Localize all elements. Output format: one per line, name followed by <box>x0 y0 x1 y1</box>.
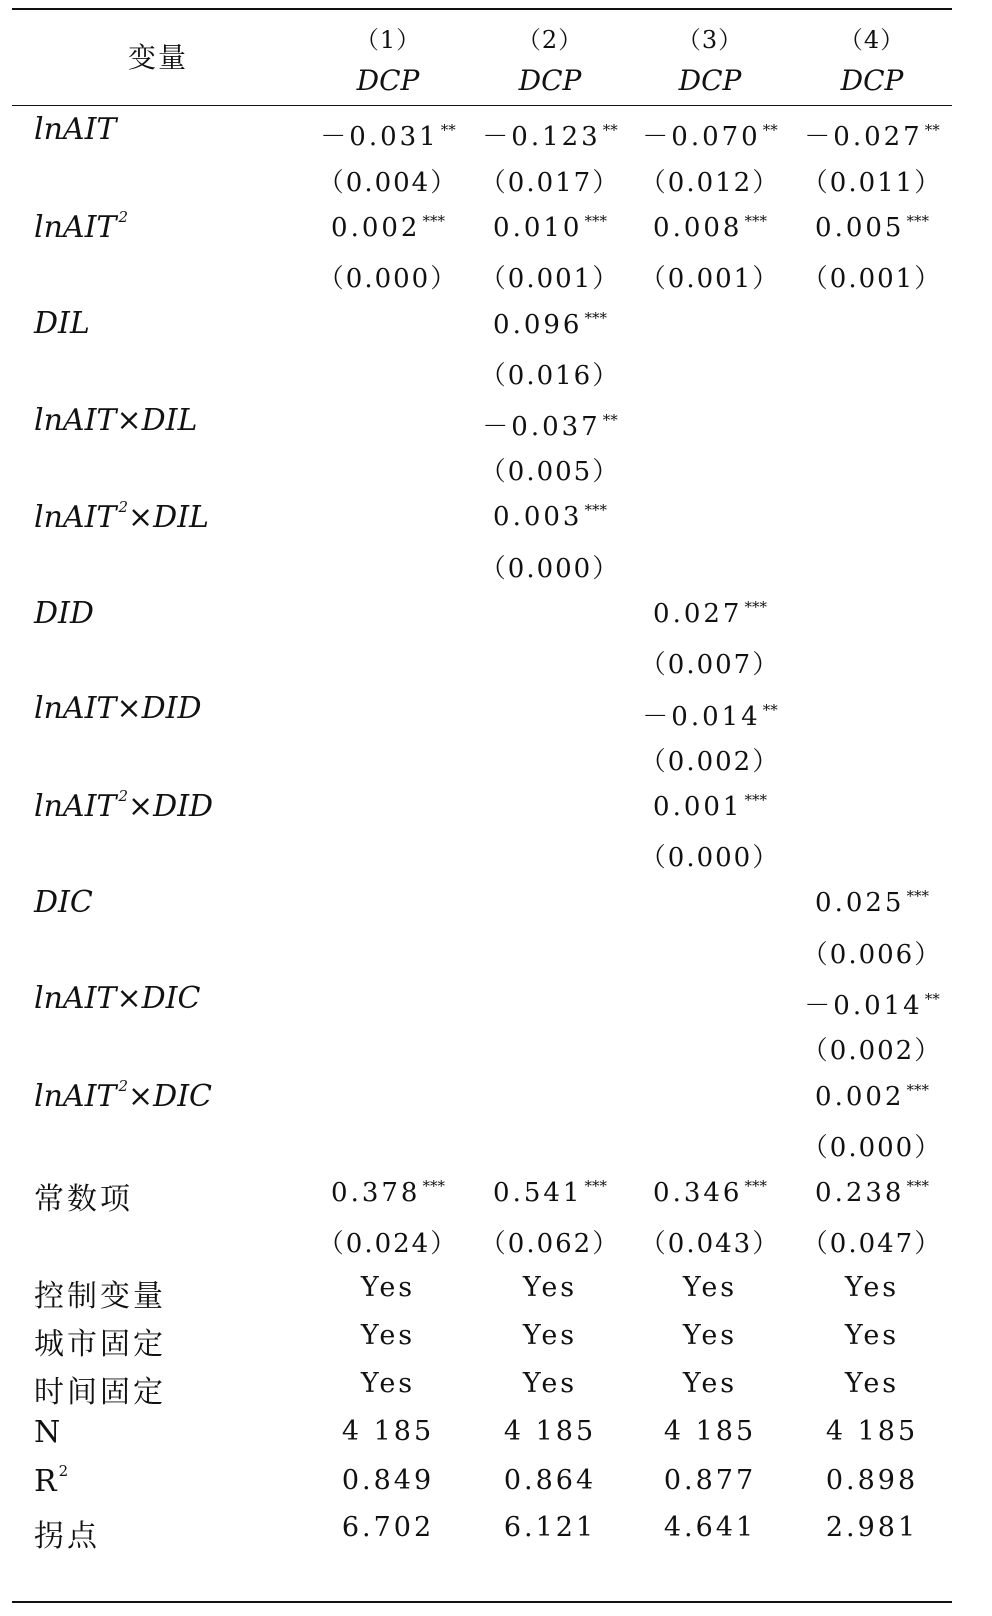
table-cell: Yes <box>682 1368 738 1399</box>
regression-table <box>12 8 952 1608</box>
standard-error: （0.062） <box>479 1229 621 1259</box>
bottom-rule <box>12 1601 952 1603</box>
column-number: （4） <box>838 26 906 54</box>
row-label-r-squared: R $^2$ <box>34 1462 69 1499</box>
table-cell: Yes <box>844 1272 900 1303</box>
dependent-variable: DCP <box>840 64 904 97</box>
standard-error: （0.000） <box>639 843 781 873</box>
coefficient: 0.002 *** <box>815 1081 929 1112</box>
dependent-variable: DCP <box>356 64 420 97</box>
table-cell: 6.702 <box>341 1512 435 1543</box>
standard-error: （0.002） <box>801 1036 943 1066</box>
standard-error: （0.006） <box>801 940 943 970</box>
coefficient: 0.238 *** <box>815 1177 929 1208</box>
standard-error: （0.012） <box>639 168 781 198</box>
table-cell: 4 185 <box>341 1416 435 1447</box>
table-cell: 4.641 <box>663 1512 757 1543</box>
coefficient: 0.008 *** <box>653 212 767 243</box>
row-label-lnait-squared: lnAIT $^2$ <box>34 208 128 245</box>
coefficient: －0.037 ** <box>482 411 618 442</box>
standard-error: （0.017） <box>479 168 621 198</box>
table-cell: Yes <box>682 1320 738 1351</box>
dependent-variable: DCP <box>678 64 742 97</box>
row-label-dil: DIL <box>34 306 90 341</box>
row-label-lnait-x-dil: lnAIT×DIL <box>34 403 198 438</box>
row-label-did: DID <box>34 596 94 631</box>
row-label-n: N <box>34 1415 61 1450</box>
standard-error: （0.001） <box>479 264 621 294</box>
coefficient: 0.025 *** <box>815 887 929 918</box>
coefficient: －0.014 ** <box>642 701 778 732</box>
table-cell: 2.981 <box>825 1512 919 1543</box>
table-cell: 4 185 <box>663 1416 757 1447</box>
standard-error: （0.000） <box>479 554 621 584</box>
row-label-lnait-x-dic: lnAIT×DIC <box>34 981 201 1016</box>
coefficient: 0.541 *** <box>493 1177 607 1208</box>
row-label-time-fixed: 时间固定 <box>34 1375 166 1410</box>
coefficient: －0.027 ** <box>804 121 940 152</box>
row-label-constant: 常数项 <box>34 1182 133 1217</box>
table-cell: 4 185 <box>825 1416 919 1447</box>
coefficient: 0.096 *** <box>493 309 607 340</box>
table-cell: Yes <box>360 1272 416 1303</box>
coefficient: －0.070 ** <box>642 121 778 152</box>
coefficient: 0.005 *** <box>815 212 929 243</box>
standard-error: （0.000） <box>801 1133 943 1163</box>
row-label-lnait: lnAIT <box>34 112 117 147</box>
coefficient: 0.010 *** <box>493 212 607 243</box>
row-label-turning-point: 拐点 <box>34 1519 100 1554</box>
row-label-lnait-x-did: lnAIT×DID <box>34 691 202 726</box>
column-number: （3） <box>676 26 744 54</box>
table-cell: 6.121 <box>503 1512 597 1543</box>
standard-error: （0.002） <box>639 747 781 777</box>
coefficient: 0.027 *** <box>653 598 767 629</box>
standard-error: （0.001） <box>801 264 943 294</box>
row-label-controls: 控制变量 <box>34 1279 166 1314</box>
standard-error: （0.001） <box>639 264 781 294</box>
row-label-lnait-squared-x-did: lnAIT $^2$×DID <box>34 787 214 824</box>
table-cell: Yes <box>360 1368 416 1399</box>
standard-error: （0.007） <box>639 650 781 680</box>
standard-error: （0.047） <box>801 1229 943 1259</box>
standard-error: （0.024） <box>317 1229 459 1259</box>
table-cell: 0.877 <box>663 1465 757 1496</box>
column-number: （2） <box>516 26 584 54</box>
header-rule <box>12 105 952 106</box>
table-cell: 0.849 <box>341 1465 435 1496</box>
table-cell: Yes <box>844 1368 900 1399</box>
coefficient: 0.001 *** <box>653 791 767 822</box>
dependent-variable: DCP <box>518 64 582 97</box>
row-label-lnait-squared-x-dil: lnAIT $^2$×DIL <box>34 498 209 535</box>
row-label-lnait-squared-x-dic: lnAIT $^2$×DIC <box>34 1077 212 1114</box>
coefficient: －0.031 ** <box>320 121 456 152</box>
top-rule <box>12 8 952 10</box>
standard-error: （0.005） <box>479 457 621 487</box>
coefficient: －0.123 ** <box>482 121 618 152</box>
table-cell: Yes <box>522 1272 578 1303</box>
coefficient: －0.014 ** <box>804 990 940 1021</box>
standard-error: （0.016） <box>479 361 621 391</box>
table-cell: 0.898 <box>825 1465 919 1496</box>
coefficient: 0.378 *** <box>331 1177 445 1208</box>
table-cell: Yes <box>360 1320 416 1351</box>
standard-error: （0.011） <box>801 168 943 198</box>
row-label-dic: DIC <box>34 885 93 920</box>
standard-error: （0.000） <box>317 264 459 294</box>
table-cell: Yes <box>522 1368 578 1399</box>
column-number: （1） <box>354 26 422 54</box>
row-label-city-fixed: 城市固定 <box>34 1327 166 1362</box>
standard-error: （0.043） <box>639 1229 781 1259</box>
table-cell: Yes <box>844 1320 900 1351</box>
standard-error: （0.004） <box>317 168 459 198</box>
coefficient: 0.002 *** <box>331 212 445 243</box>
coefficient: 0.003 *** <box>493 501 607 532</box>
table-cell: 4 185 <box>503 1416 597 1447</box>
coefficient: 0.346 *** <box>653 1177 767 1208</box>
table-cell: Yes <box>682 1272 738 1303</box>
table-cell: Yes <box>522 1320 578 1351</box>
table-cell: 0.864 <box>503 1465 597 1496</box>
variable-header: 变量 <box>128 41 189 74</box>
